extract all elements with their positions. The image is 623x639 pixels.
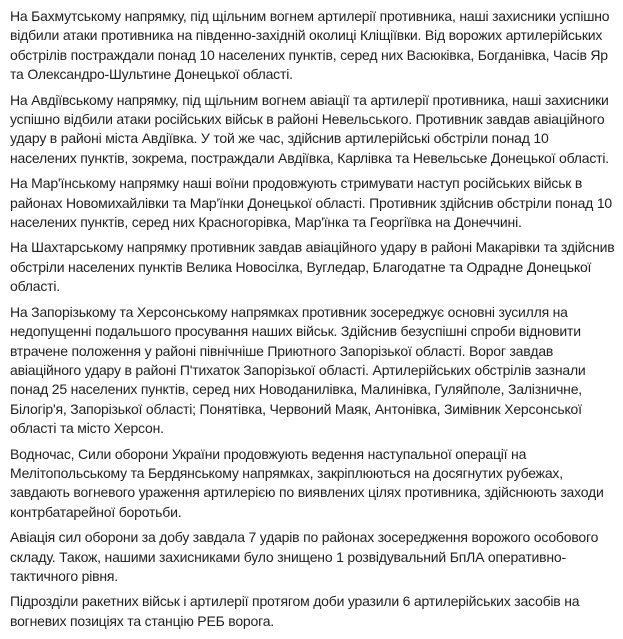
report-paragraph-avdiivka: На Авдіївському напрямку, під щільним вогнем авіації та артилерії противника, наші захисники успішно відбили атаки російських військ в районі Невельського. Противник завдав авіаційного удару в районі міста Авдіївка. У той же час, здійснив артилерійські обстріли понад 10 населених пунктів, зокрема, постраждали Авдіївка, Карлівка та Невельське Донецької області. bbox=[10, 91, 609, 166]
report-paragraph-marinka: На Мар'їнському напрямку наші воїни продовжують стримувати наступ російських військ в районах Новомихайлівки та Мар'їнки Донецької області. Противник здійснив обстріли понад 10 населених пунктів, серед них Красногорівка, Мар'їнка та Георгіївка на Донеччині. bbox=[10, 175, 612, 231]
report-paragraph-zaporizhzhia-kherson: На Запорізькому та Херсонському напрямках противник зосереджує основні зусилля на недопущенні подальшого просування наших військ. Здійснив безуспішні спроби відновити втрачене положення у районі північніше Приютного Запорізької області. Ворог завдав авіаційного удару в районі П'тихаток Запорізької області. Артилерійських обстрілів зазнали понад 25 населених пунктів, серед них Новоданилівка, Малинівка, Гуляйполе, Залізничне, Білогір'я, Запорізької області; Понятівка, Червоний Маяк, Антонівка, Зимівник Херсонської області та місто Херсон. bbox=[10, 303, 586, 437]
report-paragraph-aviation: Авіація сил оборони за добу завдала 7 ударів по районах зосередження ворожого особового складу. Також, нашими захисниками було знищено 1 розвідувальний БпЛА оперативно-тактичного рівня. bbox=[10, 529, 599, 584]
report-paragraph-artillery: Підрозділи ракетних військ і артилерії протягом доби уразили 6 артилерійських засобів на вогневих позиціях та станцію РЕБ ворога. bbox=[10, 593, 580, 629]
report-paragraph-bakhmut: На Бахмутському напрямку, під щільним вогнем артилерії противника, наші захисники успішно відбили атаки противника на південно-західній околиці Кліщіївки. Від ворожих артилерійських обстрілів постраждали понад 10 населених пунктів, серед них Васюківка, Богданівка, Часів Яр та Олександро-Шультине Донецької області. bbox=[10, 8, 610, 83]
report-paragraph-melitopol-berdiansk: Водночас, Сили оборони України продовжують ведення наступальної операції на Мелітопольському та Бердянському напрямках, закріплюються на досягнутих рубежах, завдають вогневого ураження артилерією по виявлених цілях противника, здійснюють заходи контрбатарейної боротьби. bbox=[10, 445, 604, 520]
report-paragraph-shakhtarsk: На Шахтарському напрямку противник завдав авіаційного удару в районі Макарівки та здійснив обстріли населених пунктів Велика Новосілка, Вугледар, Благодатне та Одрадне Донецької області. bbox=[10, 239, 615, 295]
